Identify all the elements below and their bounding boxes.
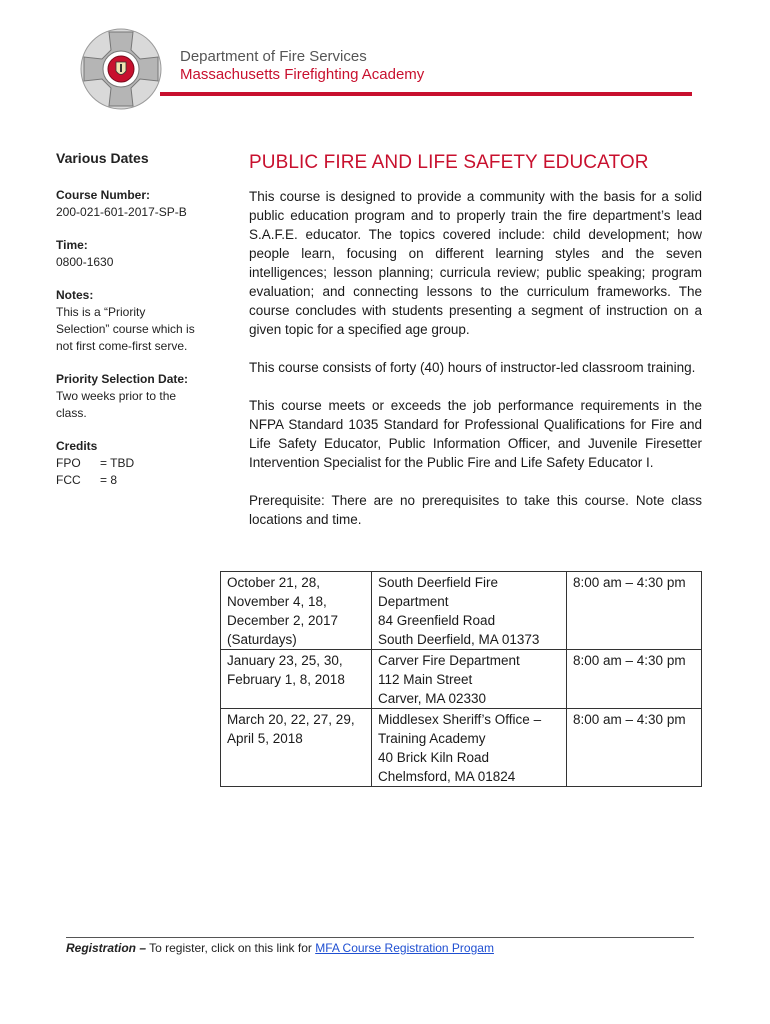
priority-date-value: Two weeks prior to the class. [56,389,177,420]
table-row [221,709,702,787]
prerequisite-paragraph: Prerequisite: There are no prerequisites to take this course. Note class locations and time. [249,493,702,527]
standards-paragraph: This course meets or exceeds the job performance requirements in the NFPA Standard 1035 Standard for Professional Qualifications for Fire and Life Safety Educator, Public Information Officer, and Juvenile Firesetter Intervention Specialist for the Public Fire and Life Safety Educator I. [249,398,702,470]
course-title: PUBLIC FIRE AND LIFE SAFETY EDUCATOR [249,152,649,173]
priority-date-block [56,371,196,422]
course-number-block [56,187,216,221]
schedule-location: South Deerfield Fire Department 84 Greenfield Road South Deerfield, MA 01373 [372,572,567,650]
priority-date-label: Priority Selection Date: [56,372,189,386]
credit-row-fcc [56,472,216,489]
time-value: 0800-1630 [56,255,114,269]
table-row [221,572,702,650]
credits-label: Credits [56,439,98,453]
schedule-location: Carver Fire Department 112 Main Street Carver, MA 02330 [372,650,567,709]
various-dates-heading: Various Dates [56,150,149,166]
course-number-value: 200-021-601-2017-SP-B [56,205,187,219]
credits-block [56,438,216,489]
course-description [249,151,702,548]
notes-block [56,287,196,355]
schedule-dates: October 21, 28, November 4, 18, December 2, 2017 (Saturdays) [221,572,372,650]
dfs-seal-logo [80,28,162,110]
registration-text: To register, click on this link for [146,941,316,955]
schedule-time: 8:00 am – 4:30 pm [567,572,702,650]
footer-divider [66,937,694,938]
course-number-label: Course Number: [56,188,151,202]
credit-name: FPO [56,456,81,470]
schedule-table [220,571,702,787]
description-paragraph: This course is designed to provide a community with the basis for a solid public education program and to properly train the fire department’s lead S.A.F.E. educator. The topics covered include: child development; how people learn, focusing on different learning styles and the seven intelligences; lesson planning; curricula review; public speaking; program evaluation; and connecting lessons to the curriculum frameworks. The course concludes with students presenting a segment of instruction on a given topic for a specified age group. [249,189,702,337]
schedule-dates: March 20, 22, 27, 29, April 5, 2018 [221,709,372,787]
time-label: Time: [56,238,88,252]
schedule-time: 8:00 am – 4:30 pm [567,650,702,709]
credit-value: = 8 [100,473,118,487]
registration-link[interactable]: MFA Course Registration Progam [315,941,494,955]
notes-label: Notes: [56,288,94,302]
credit-value: = TBD [100,456,135,470]
course-info-sidebar [56,150,216,505]
department-name: Department of Fire Services [180,48,367,65]
header-divider [160,92,692,96]
academy-name: Massachusetts Firefighting Academy [180,66,425,83]
notes-value: This is a “Priority Selection” course which is not first come-first serve. [56,305,195,353]
table-row [221,650,702,709]
credit-row-fpo [56,455,216,472]
hours-paragraph: This course consists of forty (40) hours of instructor-led classroom training. [249,360,696,375]
schedule-dates: January 23, 25, 30, February 1, 8, 2018 [221,650,372,709]
credit-name: FCC [56,473,81,487]
registration-label: Registration – [66,941,147,955]
time-block [56,237,216,271]
registration-footer [66,941,494,955]
schedule-time: 8:00 am – 4:30 pm [567,709,702,787]
schedule-location: Middlesex Sheriff’s Office – Training Academy 40 Brick Kiln Road Chelmsford, MA 01824 [372,709,567,787]
